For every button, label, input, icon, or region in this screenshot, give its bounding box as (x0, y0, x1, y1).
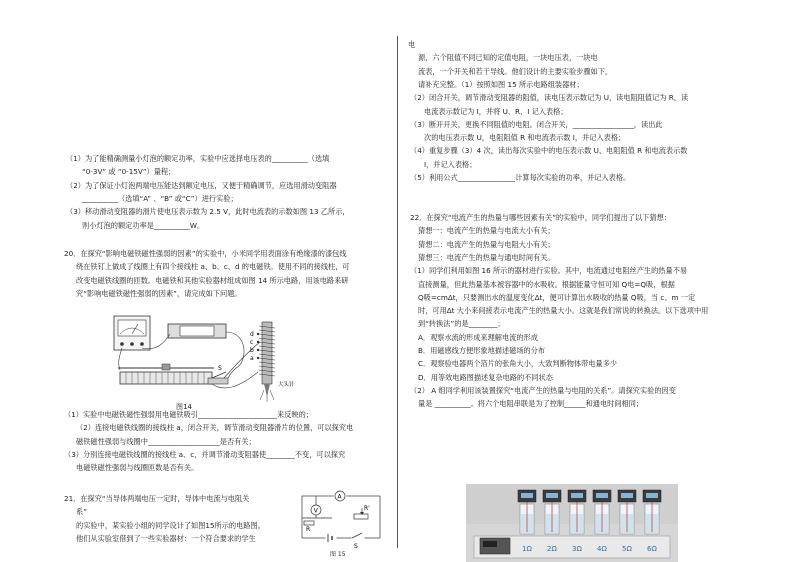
q22-line: Q吸=cmΔt，只要测出水的温度变化Δt，便可计算出水吸收的热量 Q吸，当 c、m 一定 (418, 292, 696, 302)
q21-line: 他们从实验室借到了一些实验器材：一个符合要求的学生 (76, 533, 256, 543)
q21-step-line: （3）断开开关，更换不同阻值的电阻。闭合开关，_________________，读出此 (410, 119, 663, 129)
fig14-label-d: d (250, 331, 254, 338)
q20-line: 20．在探究“影响电磁铁磁性强弱的因素”的实验中，小米同学用表面涂有绝缘漆的漆包线 (64, 249, 347, 258)
fig14-label-a: a (250, 355, 254, 362)
fig14-label-c: c (250, 339, 254, 346)
fig16-resistor-label: 4Ω (597, 545, 607, 553)
fig16-resistor-label: 2Ω (547, 545, 557, 553)
q20-sub-line: （2）连接电磁铁线圈的接线柱 a，闭合开关，调节滑动变阻器滑片的位置，可以探究电 (76, 423, 354, 433)
q21-step-line: I，并记入表格； (424, 159, 477, 169)
fig16-resistor-label: 3Ω (572, 545, 582, 553)
figure-16-apparatus (466, 484, 678, 562)
q20-sub-line: （3）分别连接电磁铁线圈的接线柱 a、c，并调节滑动变阻器使________不变，可以探究 (64, 449, 346, 459)
q19-line: （3）移动滑动变阻器的滑片使电压表示数为 2.5 V，此时电流表的示数如图 13 乙所示， (66, 207, 350, 217)
q22-line: 猜想一：电流产生的热量与电流大小有关； (418, 226, 555, 236)
fig14-label-s: S (218, 365, 222, 372)
q21-step-line: 电 (408, 40, 416, 49)
q19-line: （1）为了能精确测量小灯泡的额定功率，实验中应选择电压表的__________（选填 (66, 154, 330, 163)
q22-line: 22．在探究“电流产生的热量与哪些因素有关”的实验中，同学们提出了以下猜想： (410, 213, 671, 222)
fig16-beaker-unit (593, 490, 611, 534)
q20-line: 究“影响电磁铁磁性强弱的因素”，请完成如下问题。 (76, 288, 242, 298)
q21-step-line: 流表，一个开关和若干导线。他们设计的主要实验步骤如下， (418, 66, 613, 76)
q21-line: 21．在探究“当导体两端电压一定时，导体中电流与电阻关 (64, 494, 250, 503)
q22-line: 到“转换法”的是________； (418, 319, 505, 329)
fig16-resistor-label: 6Ω (647, 545, 657, 553)
q19-line: 则小灯泡的额定功率是__________W。 (82, 220, 205, 230)
q20-line: 绕在铁钉上做成了线圈上有四个接线柱 a、b、c、d 的电磁铁。使用不同的接线柱，可 (76, 262, 350, 272)
fig16-beaker-unit (543, 490, 561, 534)
q22-line: A．观察水流的形成来理解电流的形成 (418, 332, 538, 342)
q19-line: __________（选填“A” 、“B” 或“C”）进行实验； (82, 193, 238, 203)
q19-line: （2）为了保证小灯泡两端电压能达到额定电压，又便于精确调节，应选用滑动变阻器 (66, 180, 337, 190)
fig16-resistor-label: 5Ω (622, 545, 632, 553)
q21-step-line: 请补充完整。（1）按照如图 15 所示电路组装器材； (418, 79, 584, 89)
q20-sub-line: 磁铁磁性强弱与线圈中____________________是否有关； (76, 436, 256, 446)
figure-15-circuit (296, 488, 388, 550)
q21-step-line: 源，六个阻值不同已知的定值电阻，一块电压表，一块电 (418, 53, 598, 63)
fig15-switch-label: S (354, 543, 358, 550)
q22-line: （2） A 组同学利用该装置探究“电流产生的热量与电阻的关系”。请探究实验的因变 (410, 385, 676, 395)
figure-15-caption: 图 15 (330, 551, 346, 558)
q21-step-line: （2）闭合开关，调节滑动变阻器的阻值，读电压表示数记为 U，读电阻阻值记为 R，读 (410, 93, 689, 103)
q19-line: “0-3V” 或 “0-15V”）量程； (82, 167, 176, 177)
q22-line: （1）同学们利用如图 16 所示的器材进行实验。其中，电流通过电阻丝产生的热量不易 (410, 266, 688, 276)
fig14-label-pins: 大头针 (278, 382, 295, 388)
q20-sub-line: （1）实验中电磁铁磁性强弱用电磁铁吸引______________________来反映的； (64, 410, 313, 419)
q22-line: 猜想二：电流产生的热量与电阻大小有关； (418, 239, 555, 249)
fig15-rheostat-label: R' (364, 505, 370, 512)
q22-line: C．观察验电器两个箔片的张角大小，大致判断物体带电量多少 (418, 359, 618, 369)
fig16-resistor-label: 1Ω (522, 545, 532, 553)
fig16-beaker-unit (618, 490, 636, 534)
q21-line: 系” (76, 507, 87, 517)
q21-step-line: （5）利用公式________________计算每次实验的功率，并记入表格。 (410, 173, 631, 182)
q22-line: 猜想三：电流产生的热量与通电时间有关。 (418, 252, 555, 262)
q21-step-line: 电流表示数记为 I，并将 U、R、I 记入表格； (424, 106, 568, 116)
fig15-resistor-label: R (306, 526, 311, 533)
fig15-voltmeter-label: V (313, 507, 318, 515)
q20-line: 改变电磁铁线圈的匝数。电磁铁和其他实验器材组成如图 14 所示电路，用该电路来研 (76, 275, 349, 285)
column-divider (397, 36, 398, 548)
q22-line: 量是 __________。将六个电阻串联是为了控制______和通电时间相同； (418, 399, 644, 409)
fig16-beaker-unit (568, 490, 586, 534)
q22-line: 直接测量，但此热量基本被容器中的水吸收。根据能量守恒可知 Q电=Q吸，根据 (418, 279, 675, 289)
q21-step-line: 次的电压表示数 U，电阻阻值 R 和电流表示数 I，并记入表格； (424, 133, 626, 143)
figure-14-circuit (108, 312, 298, 402)
q22-line: 时，可用Δt 大小来间接表示电流产生的热量大小。这就是我们常说的转换法。以下选项中用 (418, 306, 709, 316)
figure-14-caption: 图14 (176, 403, 192, 411)
fig14-label-b: b (250, 347, 254, 354)
q21-line: 的实验中，某实验小组的同学设计了如图15所示的电路图。 (76, 520, 265, 530)
fig16-beaker-unit (643, 490, 661, 534)
q22-line: D．用等效电路图描述复杂电路的不同状态 (418, 372, 553, 382)
fig16-beaker-unit (518, 490, 536, 534)
q21-step-line: （4）重复步骤（3）4 次，读出每次实验中的电压表示数 U、电阻阻值 R 和电流表示数 (410, 146, 688, 156)
fig15-ammeter-label: A (337, 493, 342, 501)
q22-line: B．用磁感线方便形象地描述磁场的分布 (418, 346, 546, 355)
q20-sub-line: 电磁铁磁性强弱与线圈匝数是否有关。 (76, 463, 199, 473)
